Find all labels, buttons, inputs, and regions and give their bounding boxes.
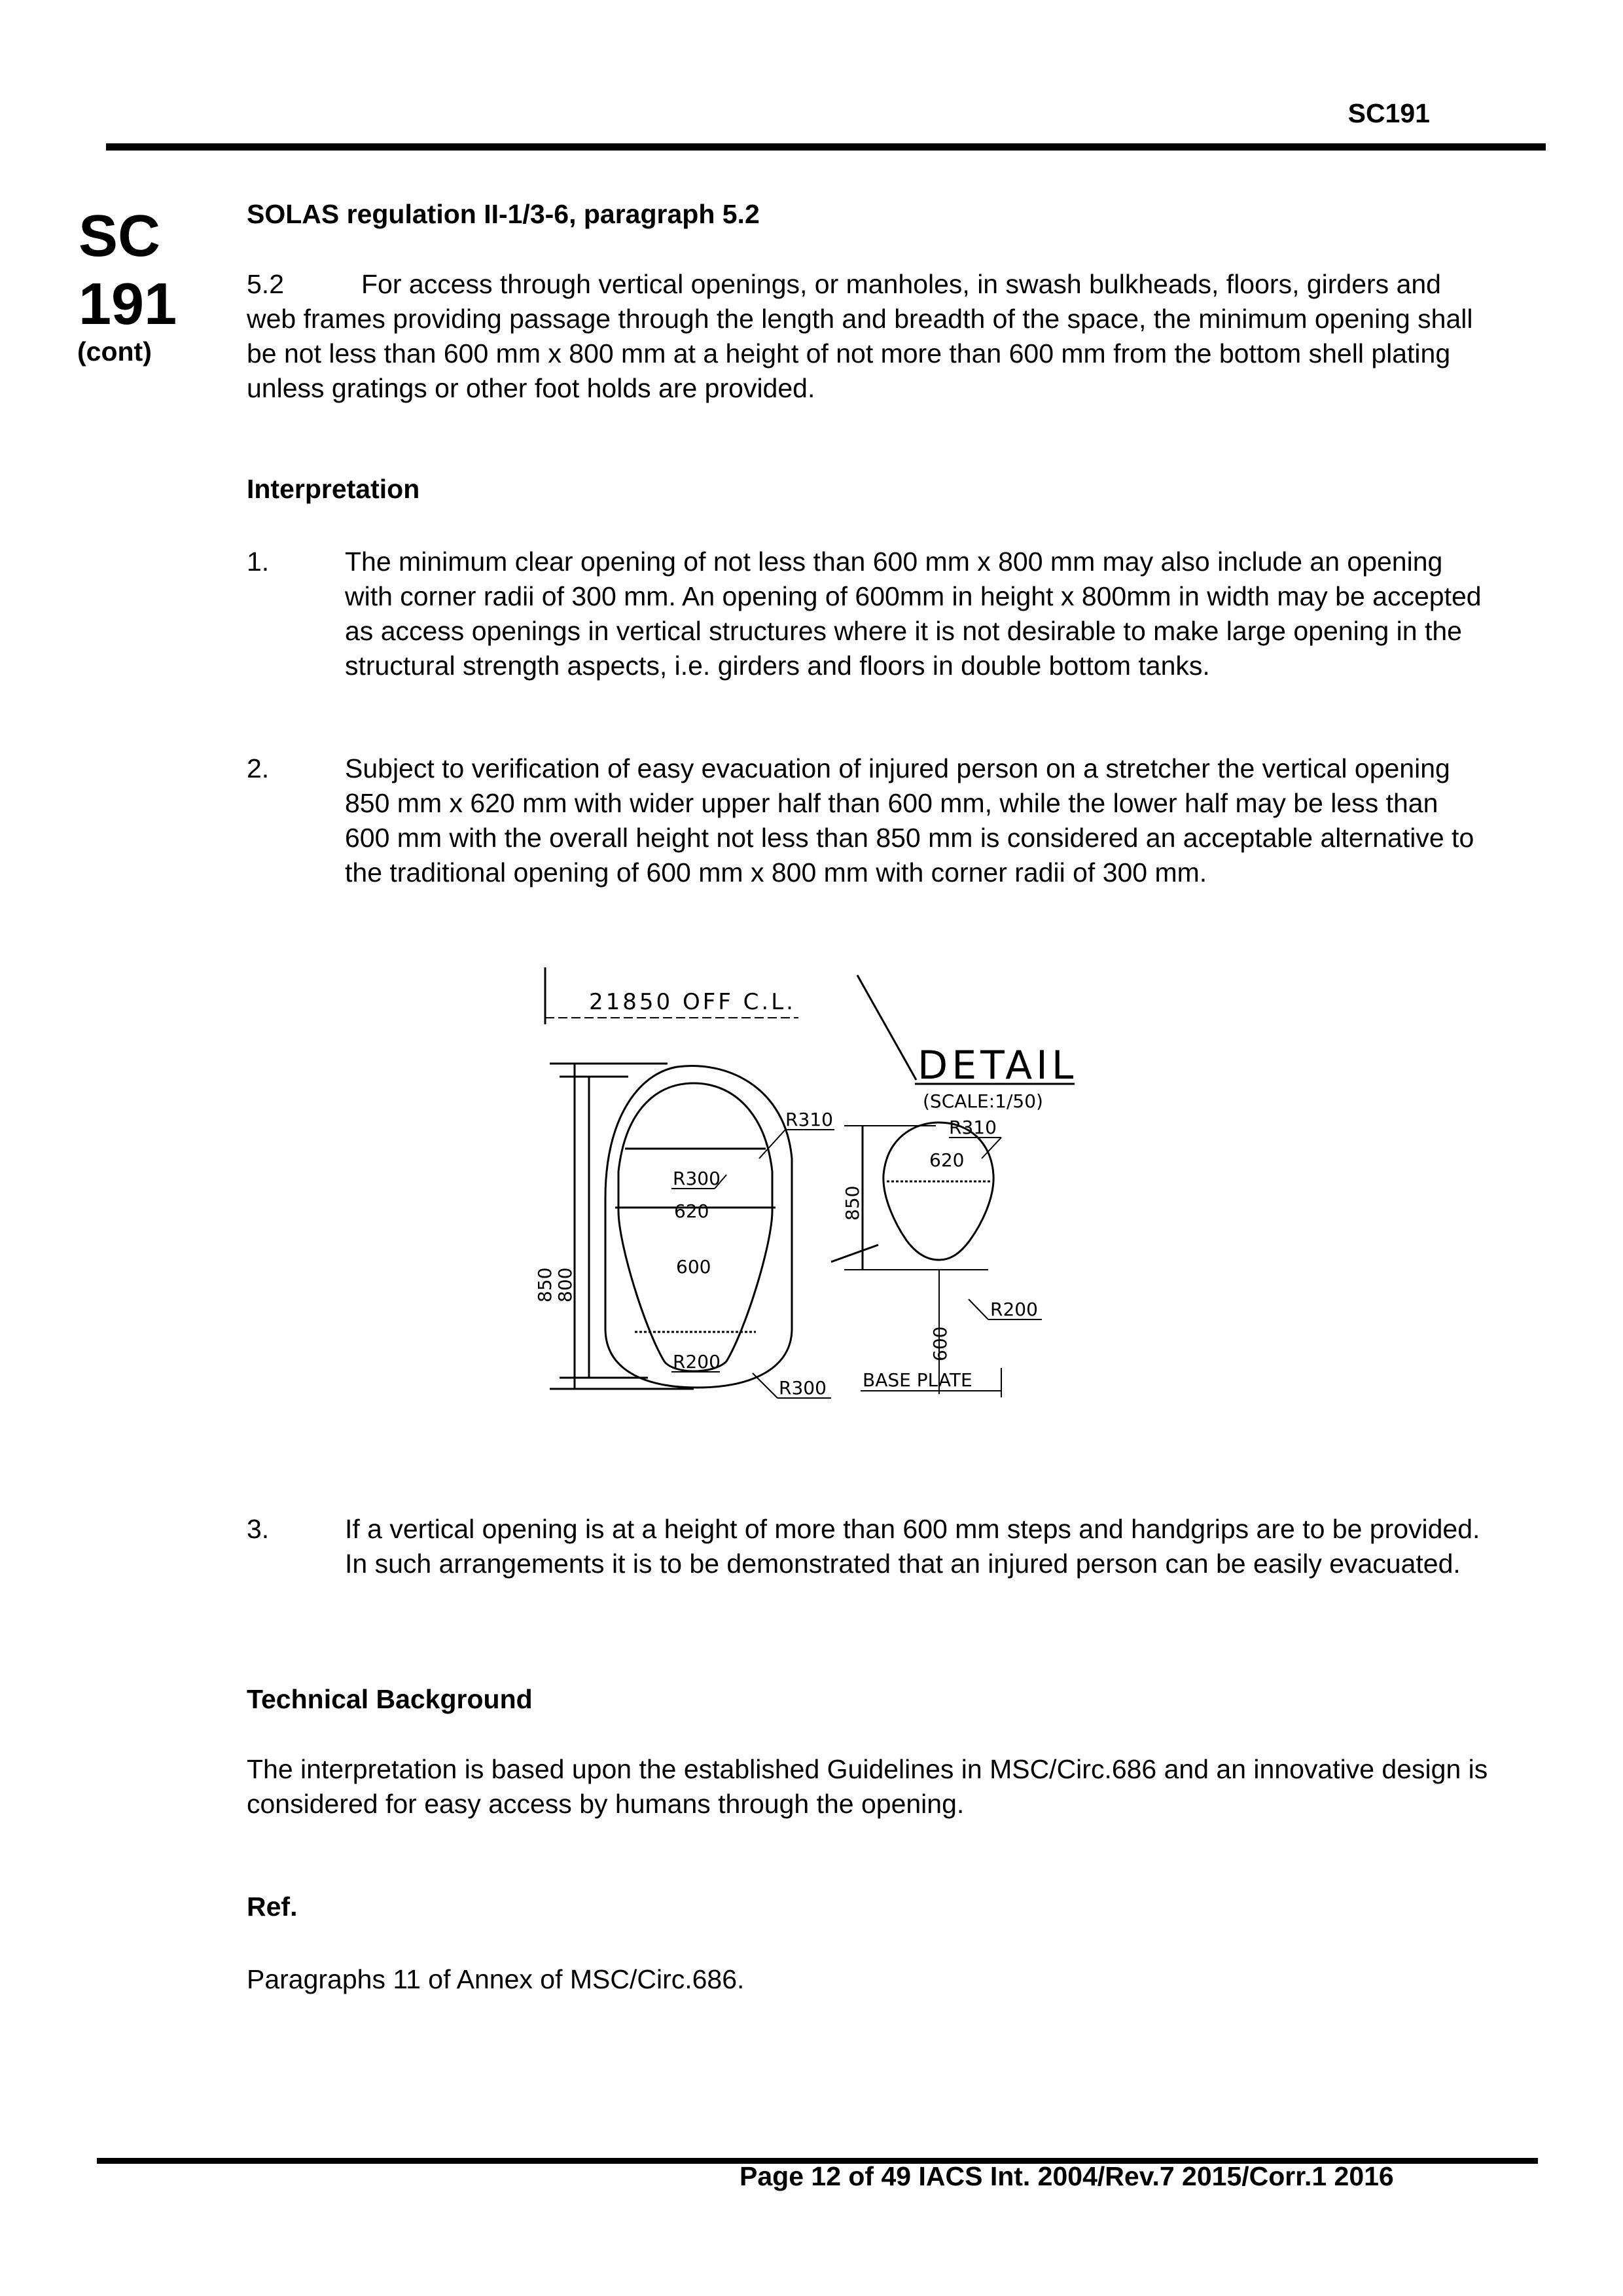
- header-rule: [106, 143, 1546, 151]
- regulation-paragraph: [247, 267, 1490, 406]
- detail-opening-outline: [883, 1122, 993, 1260]
- item-number: 2.: [247, 753, 270, 783]
- detail-leader: [857, 975, 916, 1080]
- detail-scale: (SCALE:1/50): [923, 1090, 1043, 1112]
- label-w620-left: 620: [674, 1200, 709, 1222]
- interpretation-item: [247, 545, 1490, 683]
- detail-title: DETAIL: [918, 1043, 1078, 1088]
- regulation-paragraph-number: 5.2: [247, 269, 284, 299]
- label-r310-right-leader: [982, 1138, 1001, 1158]
- header-doc-code: SC191: [1347, 98, 1430, 128]
- interpretation-item: [247, 751, 1490, 890]
- label-h600: 600: [929, 1326, 951, 1361]
- footer-text: Page 12 of 49 IACS Int. 2004/Rev.7 2015/Corr.1 2016: [740, 2161, 1394, 2191]
- label-w600: 600: [676, 1256, 711, 1278]
- regulation-heading: SOLAS regulation II-1/3-6, paragraph 5.2: [247, 199, 760, 229]
- label-r310-left: R310: [785, 1109, 833, 1130]
- regulation-paragraph-text: For access through vertical openings, or manholes, in swash bulkheads, floors, girders and web frames providing passage through the length and breadth of the space, the minimum opening shall be not less than 600 mm x 800 mm at a height of not more than 600 mm from the bottom shell plating unless gratings or other foot holds are provided.: [247, 269, 1473, 403]
- inner-opening-outline: [618, 1083, 772, 1371]
- technical-paragraph: The interpretation is based upon the established Guidelines in MSC/Circ.686 and an innovative design is considered for easy access by humans through the opening.: [247, 1754, 1488, 1819]
- interpretation-item: [247, 1512, 1490, 1581]
- label-w620-right: 620: [929, 1149, 965, 1171]
- technical-heading: Technical Background: [247, 1684, 533, 1714]
- item-number: 3.: [247, 1514, 270, 1544]
- label-h800: 800: [554, 1267, 576, 1302]
- interpretation-heading: Interpretation: [247, 474, 420, 504]
- item-number: 1.: [247, 547, 270, 577]
- item-text: Subject to verification of easy evacuation of injured person on a stretcher the vertical opening 850 mm x 620 mm with wider upper half than 600 mm, while the lower half may be less than 600 mm with the overall height not less than 850 mm is considered an acceptable alternative to the traditional opening of 600 mm x 800 mm with corner radii of 300 mm.: [345, 753, 1474, 888]
- side-label-sc: SC: [79, 204, 161, 269]
- label-r200-left: R200: [673, 1351, 721, 1372]
- item-text: The minimum clear opening of not less than 600 mm x 800 mm may also include an opening with corner radii of 300 mm. An opening of 600mm in height x 800mm in width may be accepted as access openings in vertical structures where it is not desirable to make large opening in the structural strength aspects, i.e. girders and floors in double bottom tanks.: [345, 547, 1482, 681]
- label-r300-top: R300: [673, 1168, 721, 1189]
- label-r300-bottom-leader: [753, 1373, 777, 1398]
- ref-heading: Ref.: [247, 1892, 298, 1922]
- opening-detail-drawing: [478, 962, 1132, 1420]
- label-r310-right: R310: [949, 1117, 997, 1138]
- label-r300-bottom: R300: [779, 1377, 827, 1399]
- side-label-number: 191: [79, 272, 177, 337]
- label-h850-right: 850: [842, 1185, 863, 1221]
- outer-opening-outline: [605, 1066, 792, 1388]
- side-label-cont: (cont): [77, 336, 152, 367]
- item-text: If a vertical opening is at a height of more than 600 mm steps and handgrips are to be provided. In such arrangements it is to be demonstrated that an injured person can be easily evacuated.: [345, 1514, 1480, 1579]
- connector-line: [831, 1245, 878, 1262]
- label-h850-left: 850: [534, 1267, 556, 1302]
- ref-label: 21850 OFF C.L.: [589, 989, 796, 1015]
- label-r200-right-leader: [969, 1299, 988, 1319]
- label-base-plate: BASE PLATE: [863, 1369, 972, 1391]
- ref-paragraph: Paragraphs 11 of Annex of MSC/Circ.686.: [247, 1964, 745, 1994]
- label-r200-right: R200: [990, 1299, 1038, 1320]
